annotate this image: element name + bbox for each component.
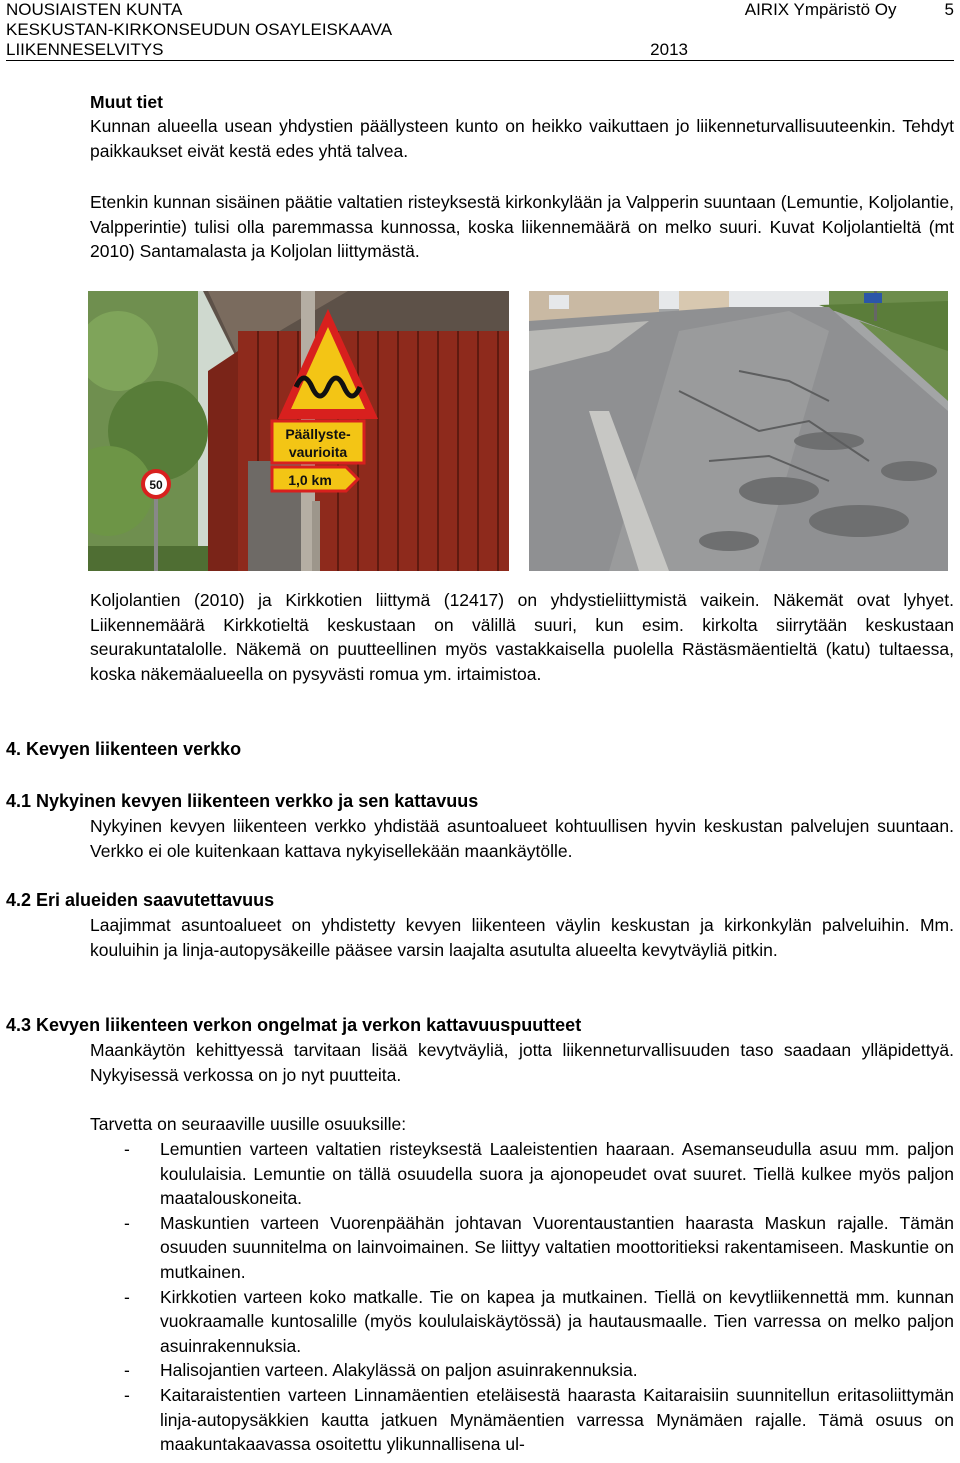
- list-item: - Maskuntien varteen Vuorenpäähän johtavan Vuorentaustantien haarasta Maskun rajalle. Tämän osuuden suunnitelma on lainvoimainen. Se liittyy valtatien moottoritieksi rakentamiseen. Maskuntie on mutkainen.: [90, 1211, 954, 1285]
- heading-section-4-1: 4.1 Nykyinen kevyen liikenteen verkko ja sen kattavuus: [6, 791, 479, 811]
- paragraph-muut-tiet-1: Kunnan alueella usean yhdystien päällysteen kunto on heikko vaikuttaen jo liikenneturvallisuuteenkin. Tehdyt paikkaukset eivät kestä edes yhtä talvea.: [90, 116, 954, 161]
- heading-section-4: 4. Kevyen liikenteen verkko: [6, 739, 242, 759]
- paragraph-koljolantien: Koljolantien (2010) ja Kirkkotien liittymä (12417) on yhdystieliittymistä vaikein. Näkemät ovat lyhyet. Liikennemäärä Kirkkotieltä keskustaan on välillä suuri, kun esim. kirkolta siirrytään keskustaan seurakuntatalolle. Näkemä on puutteellinen myös vastakkaisella puolella Rästäsmäentieltä (katu) tultaessa, koska näkemäalueella on pysyvästi romua ym. irtaimistoa.: [90, 590, 954, 684]
- sign-text-1: Päällyste-: [285, 426, 351, 442]
- paragraph-section-4-2: Laajimmat asuntoalueet on yhdistetty kevyen liikenteen väylin keskustan ja kirkonkylän palveluihin. Mm. kouluihin ja linja-autopysäkeille pääsee varsin laajalta asutulta alueelta kevytväyliä pitkin.: [90, 915, 954, 960]
- photo-damaged-road: [529, 291, 948, 571]
- paragraph-muut-tiet-2: Etenkin kunnan sisäinen päätie valtatien risteyksestä kirkonkylään ja Valpperin suuntaan (Lemuntie, Koljolantie, Valpperintie) tulisi olla paremmassa kunnossa, koska liikennemäärä on melko suuri. Kuvat Koljolantieltä (mt 2010) Santamalasta ja Koljolan liittymästä.: [90, 192, 954, 262]
- speed-sign-text: 50: [149, 478, 163, 492]
- photo-damaged-road-image: [529, 291, 948, 571]
- needs-list: [90, 1137, 954, 1457]
- photo-barn-road-sign-image: [88, 291, 509, 571]
- page-number: 5: [944, 0, 954, 19]
- list-item: - Lemuntien varteen valtatien risteyksestä Laaleistentien haaraan. Asemanseudulla asuu mm. paljon koululaisia. Lemuntie on tällä osuudella suora ja ajonopeudet ovat suuret. Tiellä kulkee myös paljon maatalouskoneita.: [90, 1137, 954, 1211]
- report-name: LIIKENNESELVITYS: [6, 40, 164, 59]
- list-item: - Kaitaraistentien varteen Linnamäentien eteläisestä haarasta Kaitaraisiin suunnitellun eritasoliittymän linja-autopysäkkien kautta jatkuen Mynämäentien varressa Mynämäen rajalle. Tämä osuus on maakuntakaavassa osoitettu ylikunnallisena ul-: [90, 1383, 954, 1457]
- heading-section-4-3: 4.3 Kevyen liikenteen verkon ongelmat ja verkon kattavuuspuutteet: [6, 1015, 582, 1035]
- plan-name: KESKUSTAN-KIRKONSEUDUN OSAYLEISKAAVA: [6, 20, 393, 39]
- header-line-3: [6, 40, 954, 60]
- header-line-2: [6, 20, 954, 40]
- header-right-1: [745, 0, 954, 20]
- photo-barn-road-sign: [88, 291, 509, 571]
- needs-list-items: [90, 1137, 954, 1457]
- list-intro: Tarvetta on seuraaville uusille osuuksille:: [90, 1114, 407, 1134]
- header-divider: [6, 60, 954, 61]
- list-item: - Kirkkotien varteen koko matkalle. Tie on kapea ja mutkainen. Tiellä on kevytliikennettä mm. kunnan vuokraamalle kuntosalille (myös koululaiskäytössä) ja hautausmaalle. Tien varressa on melko paljon asuinrakennuksia.: [90, 1285, 954, 1359]
- heading-section-4-2: 4.2 Eri alueiden saavutettavuus: [6, 890, 275, 910]
- paragraph-section-4-3: Maankäytön kehittyessä tarvitaan lisää kevytväyliä, jotta liikenneturvallisuuden taso saadaan ylläpidettyä. Nykyisessä verkossa on jo nyt puutteita.: [90, 1040, 954, 1085]
- sign-text-2: vaurioita: [288, 444, 348, 460]
- sign-distance: 1,0 km: [288, 472, 332, 488]
- paragraph-section-4-1: Nykyinen kevyen liikenteen verkko yhdistää asuntoalueet kohtuullisen hyvin keskustan palvelujen suuntaan. Verkko ei ole kuitenkaan kattava nykyisellekään maankäytölle.: [90, 816, 954, 861]
- heading-muut-tiet: Muut tiet: [90, 92, 163, 112]
- report-year: 2013: [650, 40, 688, 59]
- municipality-name: NOUSIAISTEN KUNTA: [6, 0, 183, 19]
- company-name: AIRIX Ympäristö Oy: [744, 0, 897, 19]
- list-item: - Halisojantien varteen. Alakylässä on paljon asuinrakennuksia.: [90, 1358, 954, 1383]
- header-line-1: [6, 0, 954, 20]
